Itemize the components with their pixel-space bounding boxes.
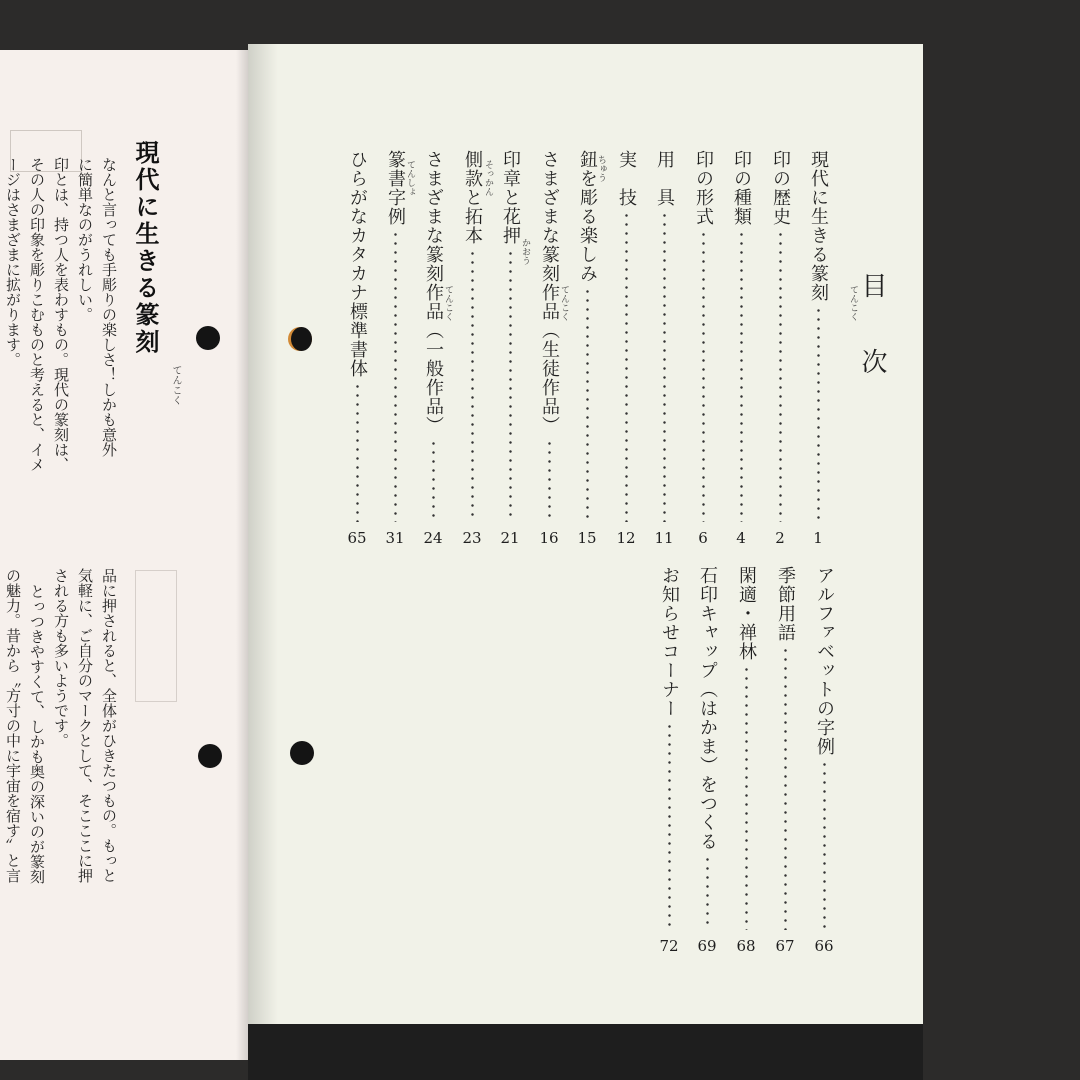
body-text-column: の魅力。昔から〝方寸の中に宇宙を宿す〟と言	[4, 568, 22, 883]
toc-entry-title: 印の形式	[693, 150, 714, 226]
toc-entry-page: 2	[775, 529, 785, 547]
toc-entry-page: 65	[347, 529, 367, 547]
heading-ruby: てんこく	[170, 365, 181, 405]
toc-entry[interactable]	[343, 150, 371, 548]
toc-entry-page: 21	[500, 529, 520, 547]
toc-entry[interactable]	[573, 150, 601, 548]
toc-entry[interactable]	[727, 150, 755, 548]
dot-leader	[706, 855, 709, 930]
dot-leader	[740, 230, 743, 522]
toc-entry-page: 66	[814, 937, 834, 955]
toc-entry-title: 実 技	[616, 150, 637, 207]
toc-page-shadow	[248, 44, 278, 1024]
toc-entry[interactable]	[612, 150, 640, 548]
toc-entry-page: 72	[659, 937, 679, 955]
dot-leader	[663, 211, 666, 522]
body-text-column: その人の印象を彫りこむものと考えると、イメ	[28, 157, 46, 472]
toc-entry[interactable]	[732, 566, 760, 956]
dot-leader	[471, 249, 474, 522]
dot-leader	[548, 439, 551, 522]
toc-entry-page: 12	[616, 529, 636, 547]
toc-entry-title: 篆書字例	[385, 150, 406, 226]
dot-leader	[509, 249, 512, 522]
ruby-annotation: そっかん	[483, 160, 493, 196]
body-text-column: 気軽に、ご自分のマークとして、そこここに押	[76, 568, 94, 883]
dot-leader	[784, 646, 787, 930]
toc-entry-title: 閑適・禅林	[736, 566, 757, 661]
toc-entry-title: ひらがなカタカナ標準書体	[347, 150, 368, 378]
section-heading: 現代に生きる篆刻	[131, 140, 160, 356]
toc-entry[interactable]	[458, 150, 486, 548]
toc-entry[interactable]	[535, 150, 563, 548]
toc-entry-title: 印の歴史	[770, 150, 791, 226]
toc-entry-page: 67	[775, 937, 795, 955]
toc-entry-page: 69	[697, 937, 717, 955]
body-text-column: 印とは、持つ人を表わすもの。現代の篆刻は、	[52, 157, 70, 472]
ruby-annotation: てんしょ	[405, 160, 415, 196]
dot-leader	[823, 760, 826, 930]
toc-entry[interactable]	[689, 150, 717, 548]
body-text-column: 品に押されると、全体がひきたつもの。もっと	[100, 568, 118, 883]
toc-entry[interactable]	[804, 150, 832, 548]
dot-leader	[432, 439, 435, 522]
toc-entry-page: 1	[813, 529, 823, 547]
toc-title: 目次	[857, 272, 887, 424]
punch-hole	[288, 327, 312, 351]
toc-entry-title: 季節用語	[775, 566, 796, 642]
ruby-annotation: かおう	[520, 238, 530, 265]
toc-entry-title: さまざまな篆刻作品（一般作品）	[423, 150, 444, 435]
show-through-mark	[135, 570, 177, 702]
below-page-shadow	[248, 1024, 923, 1080]
dot-leader	[668, 722, 671, 930]
toc-entry-page: 68	[736, 937, 756, 955]
toc-entry-title: 側款と拓本	[462, 150, 483, 245]
toc-entry[interactable]	[650, 150, 678, 548]
toc-entry-page: 15	[577, 529, 597, 547]
toc-entry[interactable]	[693, 566, 721, 956]
ruby-annotation: てんこく	[848, 285, 858, 321]
toc-entry[interactable]	[381, 150, 409, 548]
toc-entry-page: 23	[462, 529, 482, 547]
toc-entry[interactable]	[496, 150, 524, 548]
dot-leader	[702, 230, 705, 522]
body-text-column: ージはさまざまに拡がります。	[4, 157, 22, 367]
toc-entry-page: 11	[654, 529, 674, 547]
toc-entry[interactable]	[766, 150, 794, 548]
toc-entry-title: 石印キャップ（はかま）をつくる	[697, 566, 718, 851]
toc-entry-title: アルファベットの字例	[814, 566, 835, 756]
body-text-column: に簡単なのがうれしい。	[76, 157, 94, 322]
dot-leader	[817, 306, 820, 522]
toc-entry-page: 31	[385, 529, 405, 547]
ruby-annotation: ちゅう	[596, 155, 606, 182]
dot-leader	[779, 230, 782, 522]
body-text-column: なんと言っても手彫りの楽しさ！しかも意外	[100, 157, 118, 457]
punch-hole	[196, 326, 220, 350]
toc-entry[interactable]	[771, 566, 799, 956]
toc-entry-title: 用 具	[654, 150, 675, 207]
body-text-column: とっつきやすくて、しかも奥の深いのが篆刻	[28, 584, 46, 884]
dot-leader	[625, 211, 628, 522]
toc-entry[interactable]	[655, 566, 683, 956]
toc-entry-title: お知らせコーナー	[659, 566, 680, 718]
punch-hole	[290, 741, 314, 765]
toc-entry-title: 印の種類	[731, 150, 752, 226]
toc-entry-page: 24	[423, 529, 443, 547]
toc-entry-page: 6	[698, 529, 708, 547]
toc-entry-title: 鈕を彫る楽しみ	[577, 150, 598, 283]
dot-leader	[745, 665, 748, 930]
toc-entry[interactable]	[419, 150, 447, 548]
dot-leader	[586, 287, 589, 522]
toc-entry-title: 現代に生きる篆刻	[808, 150, 829, 302]
toc-entry-title: さまざまな篆刻作品（生徒作品）	[539, 150, 560, 435]
ruby-annotation: てんこく	[559, 285, 569, 321]
dot-leader	[394, 230, 397, 522]
toc-entry-title: 印章と花押	[500, 150, 521, 245]
toc-entry[interactable]	[810, 566, 838, 956]
ruby-annotation: てんこく	[443, 285, 453, 321]
toc-entry-page: 4	[736, 529, 746, 547]
punch-hole	[198, 744, 222, 768]
toc-entry-page: 16	[539, 529, 559, 547]
dot-leader	[356, 382, 359, 522]
body-text-column: される方も多いようです。	[52, 568, 70, 748]
